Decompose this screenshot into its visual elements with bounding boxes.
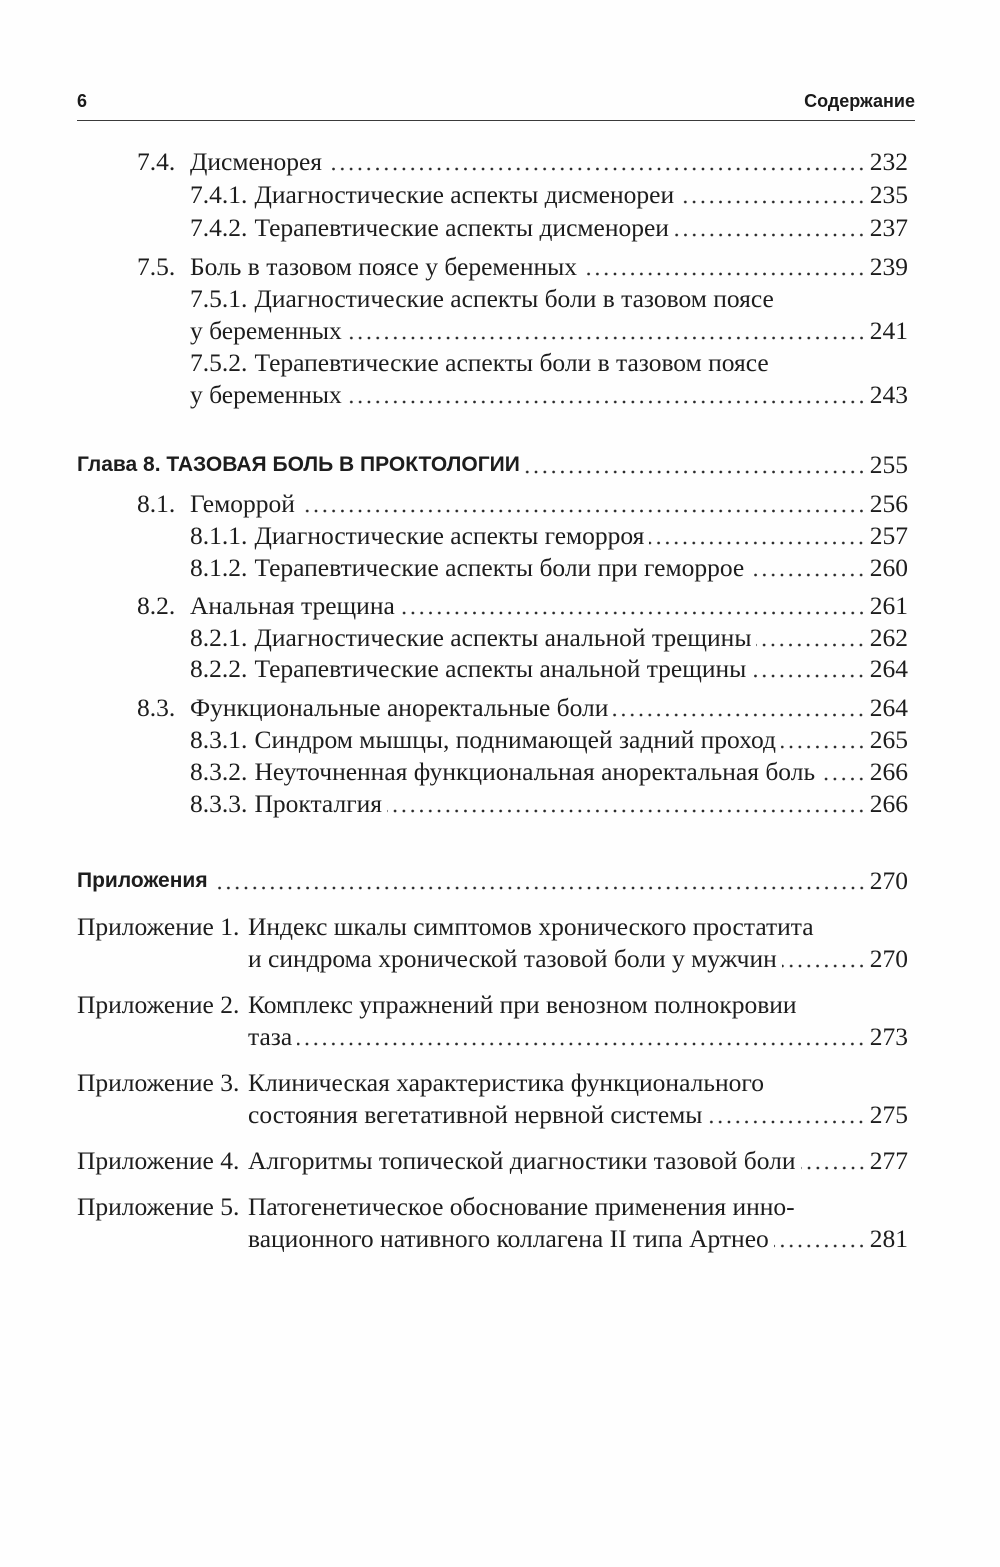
subsection-title: Диагностические аспекты геморроя [254, 521, 645, 550]
header-rule [77, 120, 915, 121]
section-number: 8.1. [137, 489, 176, 518]
appendix-label: Приложение 3. [77, 1068, 240, 1097]
section-title: Геморрой [190, 489, 295, 518]
dot-leader [400, 590, 866, 622]
dot-leader [387, 788, 866, 820]
appendix-title-line-1: Комплекс упражнений при венозном полнокровии [248, 990, 797, 1019]
toc-entry-8-1-2 [190, 552, 908, 584]
page-number: 266 [869, 757, 908, 786]
subsection-number: 8.2.1. [190, 623, 248, 652]
page-number: 262 [869, 623, 908, 652]
toc-entry-8-3-3 [190, 788, 908, 820]
page-number: 265 [869, 725, 908, 754]
page-number: 243 [869, 380, 908, 409]
page-number: 261 [869, 591, 908, 620]
page-number: 270 [869, 944, 908, 973]
toc-entry-7-5-2 [190, 347, 908, 411]
section-title: Анальная трещина [190, 591, 395, 620]
subsection-title: Синдром мышцы, поднимающей задний проход [254, 725, 776, 754]
section-title: Боль в тазовом поясе у беременных [190, 252, 578, 281]
page-number: 255 [869, 450, 908, 479]
page-number: 235 [869, 180, 908, 209]
subsection-title-continued: у беременных [190, 316, 342, 345]
dot-leader [782, 943, 866, 975]
dot-leader [679, 179, 866, 211]
subsection-number: 7.4.2. [190, 213, 248, 242]
page-number: 260 [869, 553, 908, 582]
page-number: 241 [869, 316, 908, 345]
section-number: 8.3. [137, 693, 176, 722]
toc-appendices-heading [77, 865, 908, 897]
dot-leader [749, 552, 866, 584]
subsection-title: Диагностические аспекты боли в тазовом поясе [254, 284, 774, 313]
page-number: 232 [869, 147, 908, 176]
appendix-title-line-1: Патогенетическое обоснование применения инно- [248, 1192, 795, 1221]
dot-leader [213, 865, 866, 897]
toc-entry-8-2-2 [190, 653, 908, 685]
section-number: 7.4. [137, 147, 176, 176]
appendix-label: Приложение 2. [77, 990, 240, 1019]
header-page-number: 6 [77, 91, 88, 111]
page-number: 266 [869, 789, 908, 818]
appendix-title-continued: таза [248, 1022, 293, 1051]
dot-leader [707, 1099, 865, 1131]
dot-leader [801, 1145, 866, 1177]
appendix-label: Приложение 5. [77, 1192, 240, 1221]
appendix-title-line-1 [248, 1145, 908, 1177]
subsection-title-continued: у беременных [190, 380, 342, 409]
dot-leader [327, 146, 866, 178]
page-number: 256 [869, 489, 908, 518]
toc-appendix-5 [77, 1191, 908, 1255]
subsection-number: 8.2.2. [190, 654, 248, 683]
toc-entry-7-4-1 [190, 179, 908, 211]
subsection-title: Диагностические аспекты анальной трещины [254, 623, 752, 652]
subsection-title-line-1 [190, 347, 769, 379]
dot-leader [613, 692, 865, 724]
dot-leader [525, 449, 866, 481]
appendix-title-line-2 [248, 1099, 908, 1131]
toc-chapter-8 [77, 449, 908, 481]
appendix-title-line-1: Индекс шкалы симптомов хронического простатита [248, 912, 814, 941]
toc-appendix-1 [77, 911, 908, 975]
section-title: Дисменорея [190, 147, 323, 176]
appendix-title-continued: и синдрома хронической тазовой боли у мужчин [248, 944, 777, 973]
subsection-title: Терапевтические аспекты дисменореи [254, 213, 669, 242]
toc-entry-7-4-2 [190, 212, 908, 244]
appendix-title-line-2 [248, 1223, 908, 1255]
page-number: 273 [869, 1022, 908, 1051]
dot-leader [820, 756, 866, 788]
appendices-title: Приложения [77, 869, 208, 892]
appendix-title-line-2 [248, 1021, 908, 1053]
page-number: 239 [869, 252, 908, 281]
toc-appendix-4 [77, 1145, 908, 1177]
page-number: 237 [869, 213, 908, 242]
appendix-title-line-2 [248, 943, 908, 975]
subsection-title: Диагностические аспекты дисменореи [254, 180, 675, 209]
appendix-label: Приложение 1. [77, 912, 240, 941]
appendix-title-continued: вационного нативного коллагена II типа Артнео [248, 1224, 769, 1253]
subsection-number: 8.3.3. [190, 789, 248, 818]
toc-entry-8-1 [137, 488, 908, 520]
subsection-title: Терапевтические аспекты боли при геморрое [254, 553, 745, 582]
dot-leader [347, 379, 866, 411]
subsection-number: 7.5.1. [190, 284, 248, 313]
toc-entry-8-3 [137, 692, 908, 724]
running-header-title: Содержание [804, 91, 915, 111]
dot-leader [756, 622, 865, 654]
appendix-title: Алгоритмы топической диагностики тазовой боли [248, 1146, 796, 1175]
appendix-title-line-1: Клиническая характеристика функционального [248, 1068, 764, 1097]
page-number: 281 [869, 1224, 908, 1253]
toc-entry-7-5 [137, 251, 908, 283]
toc-entry-8-2-1 [190, 622, 908, 654]
section-number: 7.5. [137, 252, 176, 281]
subsection-title: Терапевтические аспекты боли в тазовом поясе [254, 348, 769, 377]
dot-leader [297, 1021, 866, 1053]
page-number: 275 [869, 1100, 908, 1129]
subsection-number: 8.3.2. [190, 757, 248, 786]
dot-leader [751, 653, 865, 685]
subsection-title-line-1 [190, 283, 774, 315]
appendix-label: Приложение 4. [77, 1146, 240, 1175]
subsection-number: 8.1.1. [190, 521, 248, 550]
subsection-title-line-2 [190, 379, 908, 411]
toc-appendix-3 [77, 1067, 908, 1131]
subsection-title: Неуточненная функциональная аноректальная боль [254, 757, 816, 786]
dot-leader [300, 488, 866, 520]
toc-entry-8-1-1 [190, 520, 908, 552]
subsection-number: 8.1.2. [190, 553, 248, 582]
page-number: 277 [869, 1146, 908, 1175]
appendix-title-continued: состояния вегетативной нервной системы [248, 1100, 703, 1129]
section-title: Функциональные аноректальные боли [190, 693, 609, 722]
page-number: 264 [869, 654, 908, 683]
subsection-number: 7.5.2. [190, 348, 248, 377]
toc-entry-8-3-1 [190, 724, 908, 756]
page-number: 257 [869, 521, 908, 550]
subsection-number: 7.4.1. [190, 180, 248, 209]
subsection-title-line-2 [190, 315, 908, 347]
subsection-number: 8.3.1. [190, 725, 248, 754]
subsection-title: Прокталгия [254, 789, 383, 818]
toc-appendix-2 [77, 989, 908, 1053]
dot-leader [774, 1223, 866, 1255]
toc-entry-7-4 [137, 146, 908, 178]
dot-leader [582, 251, 866, 283]
dot-leader [649, 520, 865, 552]
subsection-title: Терапевтические аспекты анальной трещины [254, 654, 747, 683]
toc-entry-8-3-2 [190, 756, 908, 788]
section-number: 8.2. [137, 591, 176, 620]
dot-leader [781, 724, 866, 756]
chapter-title: Глава 8. ТАЗОВАЯ БОЛЬ В ПРОКТОЛОГИИ [77, 453, 520, 476]
page-number: 264 [869, 693, 908, 722]
toc-entry-8-2 [137, 590, 908, 622]
dot-leader [674, 212, 866, 244]
page-number: 270 [869, 866, 908, 895]
dot-leader [347, 315, 866, 347]
toc-entry-7-5-1 [190, 283, 908, 347]
